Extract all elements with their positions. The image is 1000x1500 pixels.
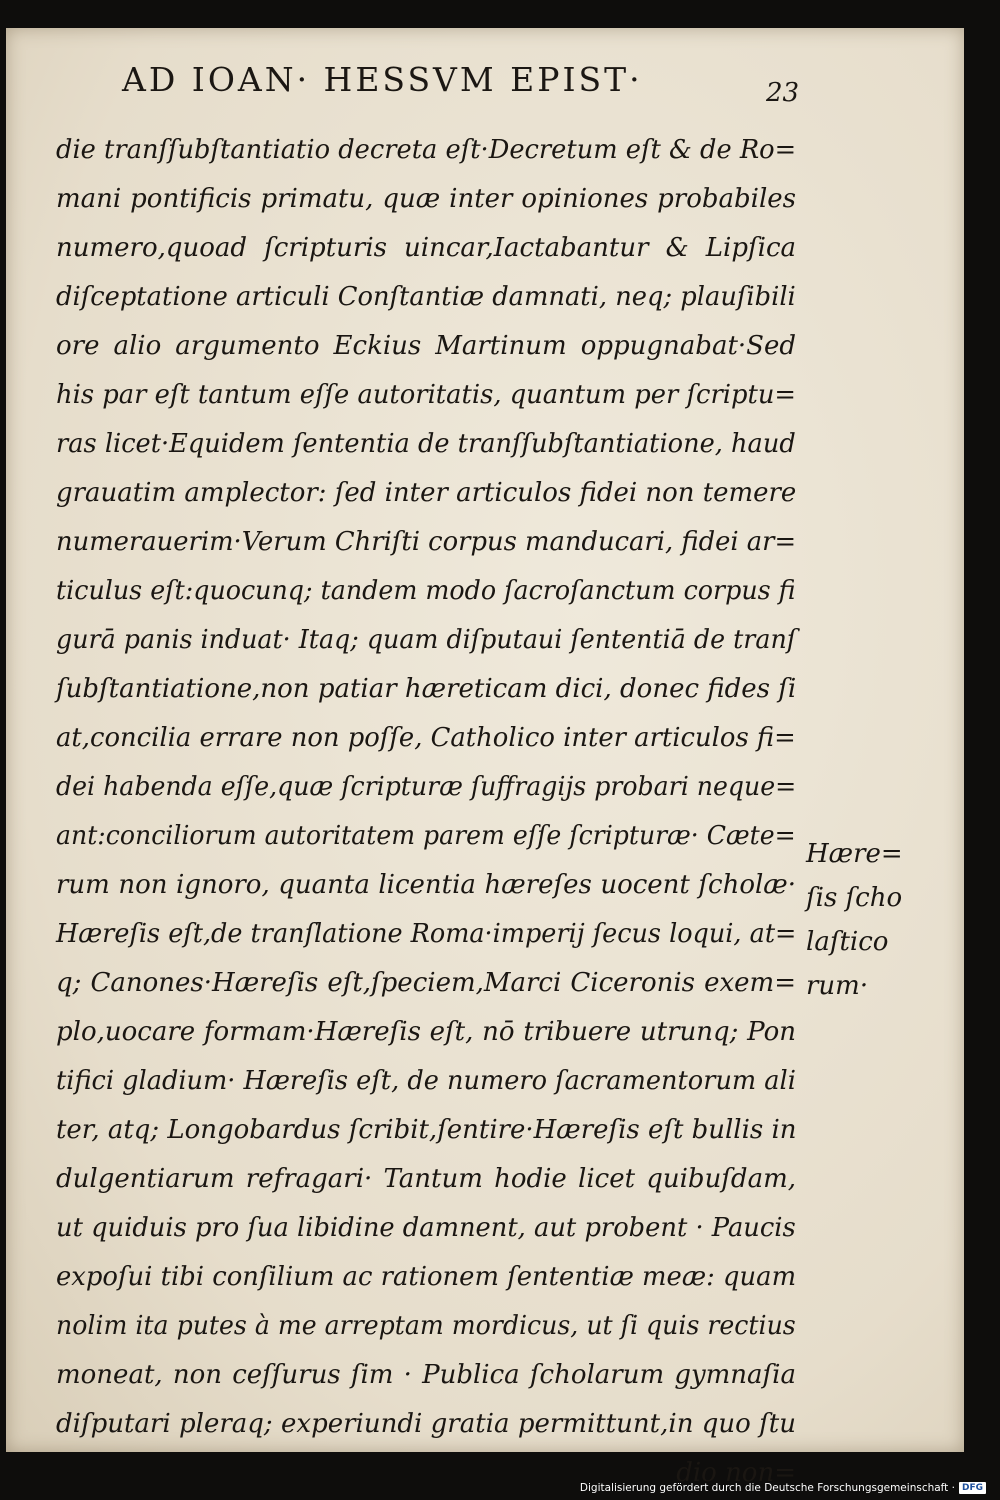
marginal-line: laſtico bbox=[806, 927, 889, 957]
text-line: ticulus eſt:quocunq; tandem modo ſacroſanctum corpus fi bbox=[56, 576, 796, 606]
text-line: moneat, non ceſſurus ſim · Publica ſcholarum gymnaſia bbox=[56, 1360, 796, 1390]
text-line: diſceptatione articuli Conſtantiæ damnati, neq; plauſibili bbox=[56, 282, 796, 312]
catchword-line: dio non= bbox=[676, 1458, 796, 1488]
text-line: numero,quoad ſcripturis uincar,Iactabantur & Lipſica bbox=[56, 233, 796, 263]
text-line: q; Canones·Hæreſis eſt,ſpeciem,Marci Ciceronis exem= bbox=[56, 968, 796, 998]
main-text-block bbox=[56, 126, 796, 1498]
dfg-logo: DFG bbox=[959, 1482, 986, 1494]
text-line: dei habenda eſſe,quæ ſcripturæ ſuffragijs probari neque= bbox=[56, 772, 797, 802]
text-line: diſputari pleraq; experiundi gratia permittunt,in quo ſtu bbox=[56, 1409, 796, 1439]
text-line: Hæreſis eſt,de tranſlatione Roma·imperij ſecus loqui, at= bbox=[56, 919, 797, 949]
text-line: ter, atq; Longobardus ſcribit,ſentire·Hæreſis eſt bullis in bbox=[56, 1115, 797, 1145]
text-line: expoſui tibi conſilium ac rationem ſententiæ meæ: quam bbox=[56, 1262, 797, 1292]
text-line: dulgentiarum refragari· Tantum hodie licet quibuſdam, bbox=[56, 1164, 796, 1194]
digitization-credit bbox=[580, 1482, 986, 1494]
marginal-line: ſis ſcho bbox=[806, 883, 903, 913]
text-line: ore alio argumento Eckius Martinum oppugnabat·Sed bbox=[56, 331, 796, 361]
text-line: his par eſt tantum eſſe autoritatis, quantum per ſcriptu= bbox=[56, 380, 797, 410]
text-line: ant:conciliorum autoritatem parem eſſe ſcripturæ· Cæte= bbox=[56, 821, 796, 851]
text-line: ſubſtantiatione,non patiar hæreticam dici, donec fides ſi bbox=[56, 674, 797, 704]
text-line: grauatim amplector: ſed inter articulos fidei non temere bbox=[56, 478, 797, 508]
text-line: gurā panis induat· Itaq; quam diſputaui ſententiā de tranſ bbox=[56, 625, 797, 655]
text-line: mani pontificis primatu, quæ inter opiniones probabiles bbox=[56, 184, 796, 214]
text-line: plo,uocare formam·Hæreſis eſt, nō tribuere utrunq; Pon bbox=[56, 1017, 796, 1047]
text-line: ut quiduis pro ſua libidine damnent, aut probent · Paucis bbox=[56, 1213, 796, 1243]
marginal-note bbox=[806, 832, 903, 1008]
marginal-line: rum· bbox=[806, 971, 869, 1001]
page-number: 23 bbox=[766, 78, 800, 108]
marginal-line: Hære= bbox=[806, 839, 903, 869]
text-line: tifici gladium· Hæreſis eſt, de numero ſacramentorum ali bbox=[56, 1066, 796, 1096]
text-line: die tranſſubſtantiatio decreta eſt·Decretum eſt & de Ro= bbox=[56, 135, 797, 165]
text-line: ras licet·Equidem ſententia de tranſſubſtantiatione, haud bbox=[56, 429, 796, 459]
text-line: rum non ignoro, quanta licentia hæreſes uocent ſcholæ· bbox=[56, 870, 796, 900]
text-line: at,concilia errare non poſſe, Catholico inter articulos fi= bbox=[56, 723, 796, 753]
credit-text: Digitalisierung gefördert durch die Deutsche Forschungsgemeinschaft · bbox=[579, 1482, 955, 1494]
running-title: AD IOAN· HESSVM EPIST· bbox=[122, 60, 643, 99]
text-line: numerauerim·Verum Chriſti corpus manducari, fidei ar= bbox=[56, 527, 797, 557]
text-line: nolim ita putes à me arreptam mordicus, ut ſi quis rectius bbox=[56, 1311, 796, 1341]
